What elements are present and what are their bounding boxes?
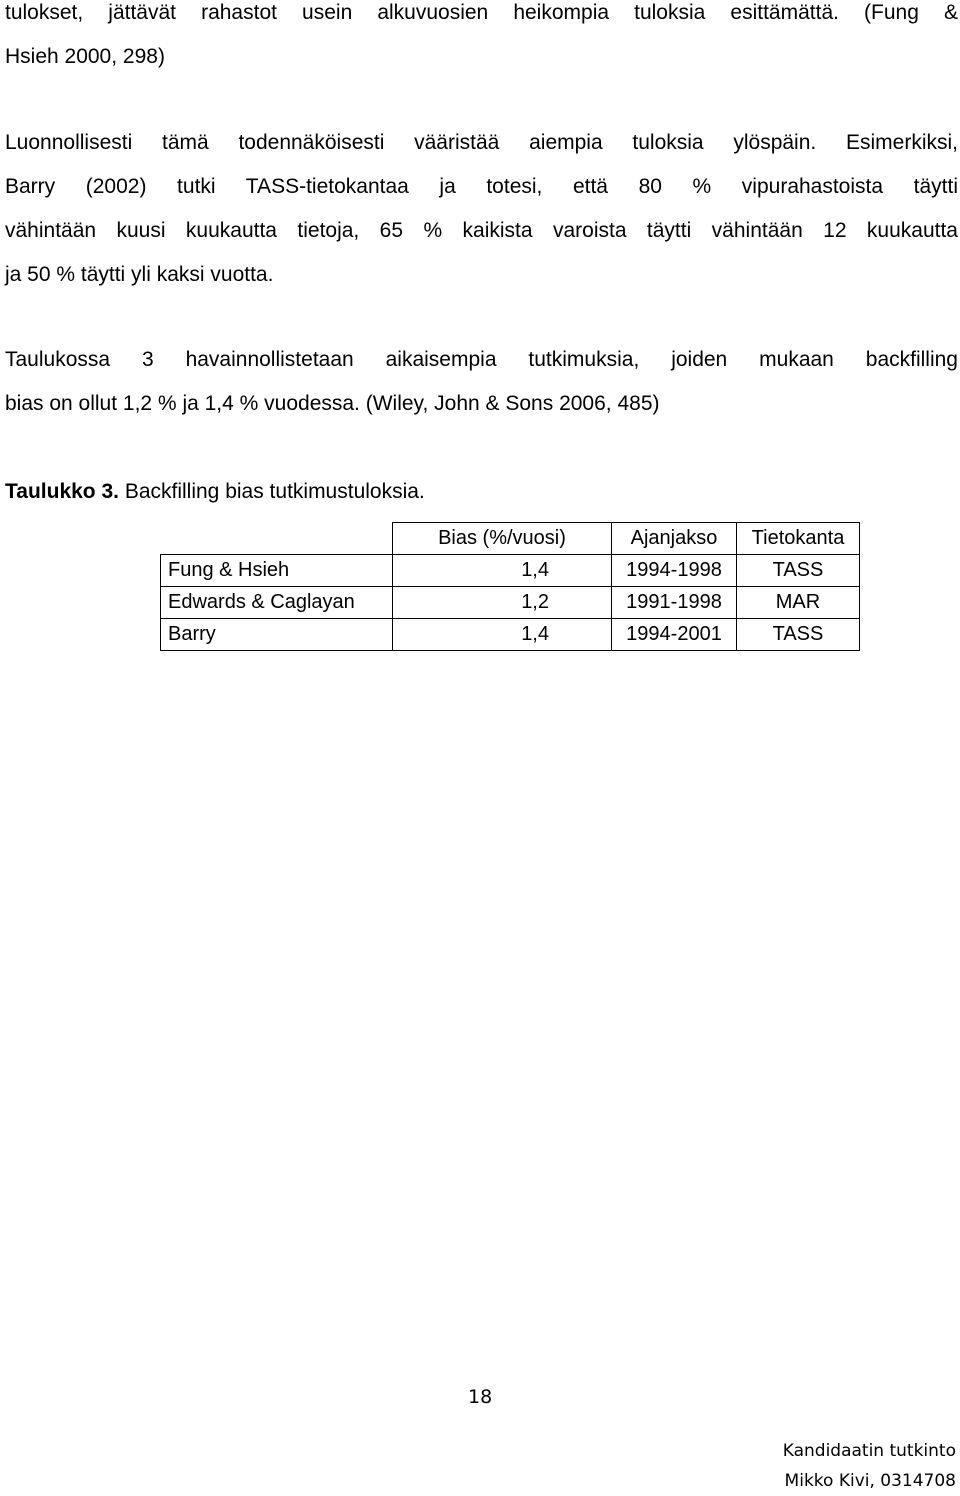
table-cell: TASS <box>737 555 860 587</box>
table-header-cell: Ajanjakso <box>612 523 737 555</box>
table-header-row <box>161 523 860 555</box>
paragraph-line: Luonnollisesti tämä todennäköisesti vääristää aiempia tuloksia ylöspäin. Esimerkiksi, <box>5 131 958 154</box>
paragraph-2 <box>5 121 958 297</box>
table-header-cell: Tietokanta <box>737 523 860 555</box>
table-row <box>161 555 860 587</box>
table-cell: Edwards & Caglayan <box>161 587 393 619</box>
table-cell: 1994-1998 <box>612 555 737 587</box>
table-cell: Fung & Hsieh <box>161 555 393 587</box>
paragraph-line: vähintään kuusi kuukautta tietoja, 65 % kaikista varoista täytti vähintään 12 kuukautta <box>5 219 958 242</box>
table-cell: 1,2 <box>393 587 612 619</box>
table-caption-label: Taulukko 3. <box>5 480 119 503</box>
footer <box>783 1436 956 1496</box>
table-cell: MAR <box>737 587 860 619</box>
table-caption <box>5 470 425 514</box>
paragraph-line: bias on ollut 1,2 % ja 1,4 % vuodessa. (Wiley, John & Sons 2006, 485) <box>5 392 660 415</box>
footer-author: Mikko Kivi, 0314708 <box>784 1471 956 1491</box>
footer-degree: Kandidaatin tutkinto <box>782 1441 956 1461</box>
table-cell: 1991-1998 <box>612 587 737 619</box>
table-cell: TASS <box>737 619 860 651</box>
table-cell: 1,4 <box>393 619 612 651</box>
paragraph-line: tulokset, jättävät rahastot usein alkuvuosien heikompia tuloksia esittämättä. (Fung & <box>5 1 958 24</box>
table-header-cell: Bias (%/vuosi) <box>393 523 612 555</box>
page-number: 18 <box>468 1386 493 1408</box>
table-row <box>161 587 860 619</box>
table-cell: Barry <box>161 619 393 651</box>
table-cell: 1,4 <box>393 555 612 587</box>
paragraph-1 <box>5 0 958 79</box>
table-cell: 1994-2001 <box>612 619 737 651</box>
paragraph-3 <box>5 338 958 426</box>
table-row <box>161 619 860 651</box>
paragraph-line: Barry (2002) tutki TASS-tietokantaa ja totesi, että 80 % vipurahastoista täytti <box>5 175 958 198</box>
table-caption-text: Backfilling bias tutkimustuloksia. <box>118 480 425 503</box>
bias-table <box>160 522 860 651</box>
paragraph-line: Hsieh 2000, 298) <box>5 45 165 68</box>
table-header-cell <box>161 523 393 555</box>
paragraph-line: Taulukossa 3 havainnollistetaan aikaisempia tutkimuksia, joiden mukaan backfilling <box>5 348 958 371</box>
paragraph-line: ja 50 % täytti yli kaksi vuotta. <box>5 263 274 286</box>
